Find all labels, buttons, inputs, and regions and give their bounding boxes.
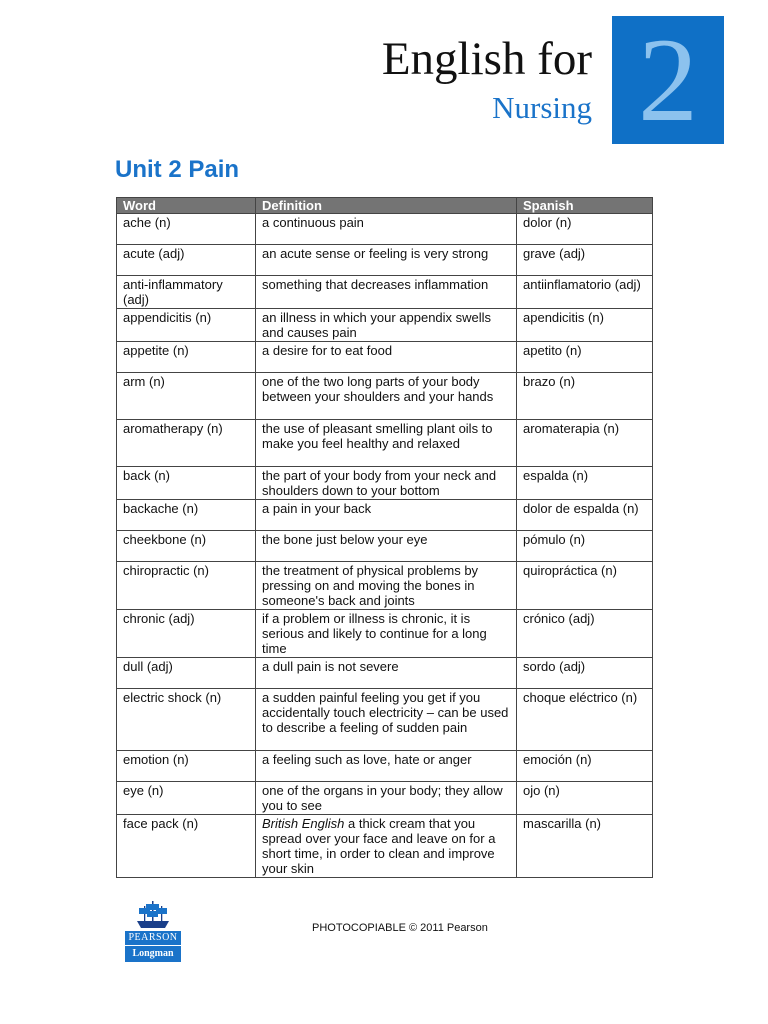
table-row (117, 309, 653, 342)
cell-definition: something that decreases inflammation (256, 276, 517, 309)
cell-definition: the treatment of physical problems by pressing on and moving the bones in someone's back and joints (256, 562, 517, 610)
cell-spanish: espalda (n) (517, 467, 653, 500)
definition-text: a thick cream that you spread over your face and leave on for a short time, in order to clean and improve your skin (262, 816, 496, 876)
copyright-notice: PHOTOCOPIABLE © 2011 Pearson (312, 922, 488, 934)
cell-word: appendicitis (n) (117, 309, 256, 342)
cell-word: ache (n) (117, 214, 256, 245)
logo-imprint: Longman (125, 946, 181, 962)
table-row (117, 500, 653, 531)
cell-definition: a desire for to eat food (256, 342, 517, 373)
usage-label: British English (262, 816, 345, 831)
cell-word: aromatherapy (n) (117, 420, 256, 467)
column-header-spanish: Spanish (517, 198, 653, 214)
cell-spanish: apendicitis (n) (517, 309, 653, 342)
cell-word: acute (adj) (117, 245, 256, 276)
cell-spanish: aromaterapia (n) (517, 420, 653, 467)
cell-word: face pack (n) (117, 815, 256, 878)
table-row (117, 815, 653, 878)
cell-word: chronic (adj) (117, 610, 256, 658)
table-row (117, 689, 653, 751)
cell-spanish: antiinflamatorio (adj) (517, 276, 653, 309)
cell-definition: a sudden painful feeling you get if you accidentally touch electricity – can be used to describe a feeling of sudden pain (256, 689, 517, 751)
book-subtitle: Nursing (492, 90, 592, 125)
cell-word: appetite (n) (117, 342, 256, 373)
table-row (117, 373, 653, 420)
table-header-row (117, 198, 653, 214)
table-row (117, 245, 653, 276)
cell-definition: a pain in your back (256, 500, 517, 531)
table-row (117, 276, 653, 309)
table-row (117, 610, 653, 658)
cell-definition: the bone just below your eye (256, 531, 517, 562)
table-row (117, 658, 653, 689)
cell-spanish: sordo (adj) (517, 658, 653, 689)
book-title: English for (381, 33, 592, 85)
table-row (117, 531, 653, 562)
table-row (117, 467, 653, 500)
table-row (117, 420, 653, 467)
cell-word: dull (adj) (117, 658, 256, 689)
cell-word: anti-inflammatory (adj) (117, 276, 256, 309)
table-row (117, 342, 653, 373)
level-number: 2 (638, 13, 698, 146)
vocabulary-table (116, 197, 653, 878)
cell-spanish: dolor de espalda (n) (517, 500, 653, 531)
ship-icon (136, 900, 170, 930)
table-row (117, 751, 653, 782)
cell-spanish: apetito (n) (517, 342, 653, 373)
column-header-word: Word (117, 198, 256, 214)
cell-spanish: crónico (adj) (517, 610, 653, 658)
table-row (117, 214, 653, 245)
cell-definition: the use of pleasant smelling plant oils to make you feel healthy and relaxed (256, 420, 517, 467)
cell-definition: a feeling such as love, hate or anger (256, 751, 517, 782)
cell-word: emotion (n) (117, 751, 256, 782)
cell-definition: the part of your body from your neck and shoulders down to your bottom (256, 467, 517, 500)
cell-spanish: pómulo (n) (517, 531, 653, 562)
cell-definition: an illness in which your appendix swells and causes pain (256, 309, 517, 342)
cell-definition: a dull pain is not severe (256, 658, 517, 689)
cell-definition: one of the organs in your body; they allow you to see (256, 782, 517, 815)
cell-word: electric shock (n) (117, 689, 256, 751)
cell-word: backache (n) (117, 500, 256, 531)
cell-spanish: mascarilla (n) (517, 815, 653, 878)
cell-word: back (n) (117, 467, 256, 500)
cell-spanish: choque eléctrico (n) (517, 689, 653, 751)
page-title: Unit 2 Pain (115, 156, 240, 183)
cell-spanish: dolor (n) (517, 214, 653, 245)
logo-wordmark: PEARSON (125, 931, 181, 945)
table-body (117, 214, 653, 878)
cell-definition: if a problem or illness is chronic, it is serious and likely to continue for a long time (256, 610, 517, 658)
cell-word: cheekbone (n) (117, 531, 256, 562)
level-badge (612, 13, 724, 146)
cell-definition: a continuous pain (256, 214, 517, 245)
pearson-longman-logo (125, 900, 181, 964)
column-header-definition: Definition (256, 198, 517, 214)
cell-word: eye (n) (117, 782, 256, 815)
cell-word: arm (n) (117, 373, 256, 420)
cell-word: chiropractic (n) (117, 562, 256, 610)
cell-definition (256, 815, 517, 878)
cell-spanish: quiropráctica (n) (517, 562, 653, 610)
table-row (117, 562, 653, 610)
cell-definition: one of the two long parts of your body between your shoulders and your hands (256, 373, 517, 420)
cell-spanish: grave (adj) (517, 245, 653, 276)
cell-spanish: brazo (n) (517, 373, 653, 420)
cell-spanish: emoción (n) (517, 751, 653, 782)
cell-definition: an acute sense or feeling is very strong (256, 245, 517, 276)
table-row (117, 782, 653, 815)
cell-spanish: ojo (n) (517, 782, 653, 815)
